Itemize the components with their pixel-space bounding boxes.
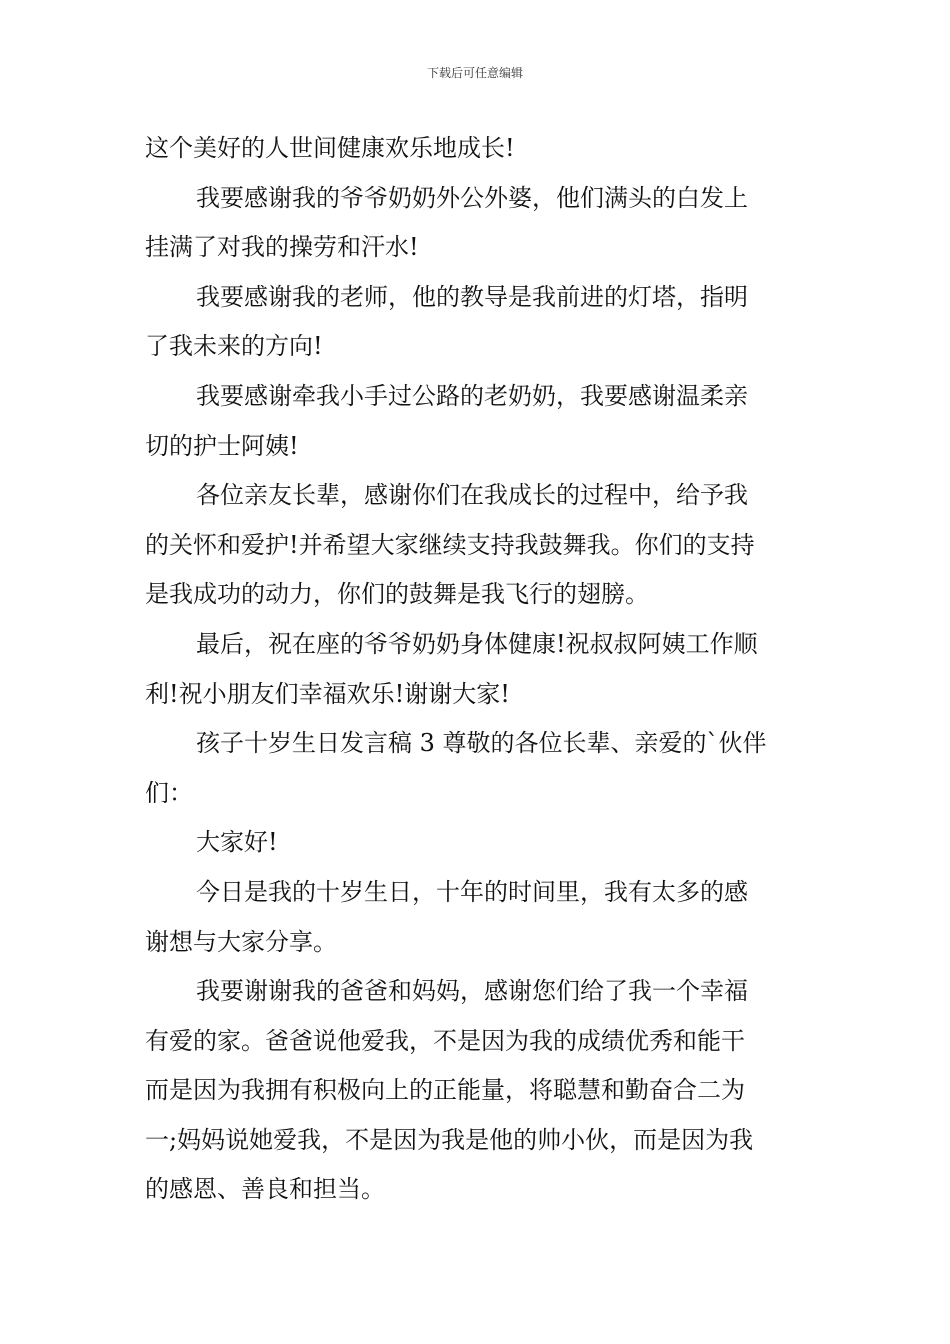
text-line: 我要谢谢我的爸爸和妈妈，感谢您们给了我一个幸福: [196, 977, 748, 1006]
text-line: 孩子十岁生日发言稿 3 尊敬的各位长辈、亲爱的`伙伴: [196, 729, 767, 758]
text-line: 利!祝小朋友们幸福欢乐!谢谢大家!: [145, 679, 510, 708]
text-line: 挂满了对我的操劳和汗水!: [145, 233, 419, 262]
text-line: 而是因为我拥有积极向上的正能量，将聪慧和勤奋合二为: [145, 1076, 745, 1105]
document-body: [145, 124, 810, 1215]
text-line: 的感恩、善良和担当。: [145, 1175, 385, 1204]
text-line: 谢想与大家分享。: [145, 927, 337, 956]
text-line: 最后，祝在座的爷爷奶奶身体健康!祝叔叔阿姨工作顺: [196, 629, 758, 658]
text-line: 一;妈妈说她爱我，不是因为我是他的帅小伙，而是因为我: [145, 1125, 754, 1154]
text-line: 各位亲友长辈，感谢你们在我成长的过程中，给予我: [196, 481, 748, 510]
text-line: 大家好!: [196, 828, 278, 857]
text-line: 我要感谢我的老师，他的教导是我前进的灯塔，指明: [196, 282, 748, 311]
text-line: 是我成功的动力，你们的鼓舞是我飞行的翅膀。: [145, 580, 649, 609]
page-header-note: 下载后可任意编辑: [426, 66, 523, 80]
text-line: 我要感谢我的爷爷奶奶外公外婆，他们满头的白发上: [196, 183, 748, 212]
text-line: 了我未来的方向!: [145, 332, 323, 361]
text-line: 有爱的家。爸爸说他爱我，不是因为我的成绩优秀和能干: [145, 1026, 745, 1055]
text-line: 的关怀和爱护!并希望大家继续支持我鼓舞我。你们的支持: [145, 530, 755, 559]
text-line: 我要感谢牵我小手过公路的老奶奶，我要感谢温柔亲: [196, 381, 748, 410]
text-line: 这个美好的人世间健康欢乐地成长!: [145, 134, 515, 162]
text-line: 今日是我的十岁生日，十年的时间里，我有太多的感: [196, 877, 748, 906]
text-line: 们：: [145, 778, 193, 807]
text-line: 切的护士阿姨!: [145, 431, 299, 460]
